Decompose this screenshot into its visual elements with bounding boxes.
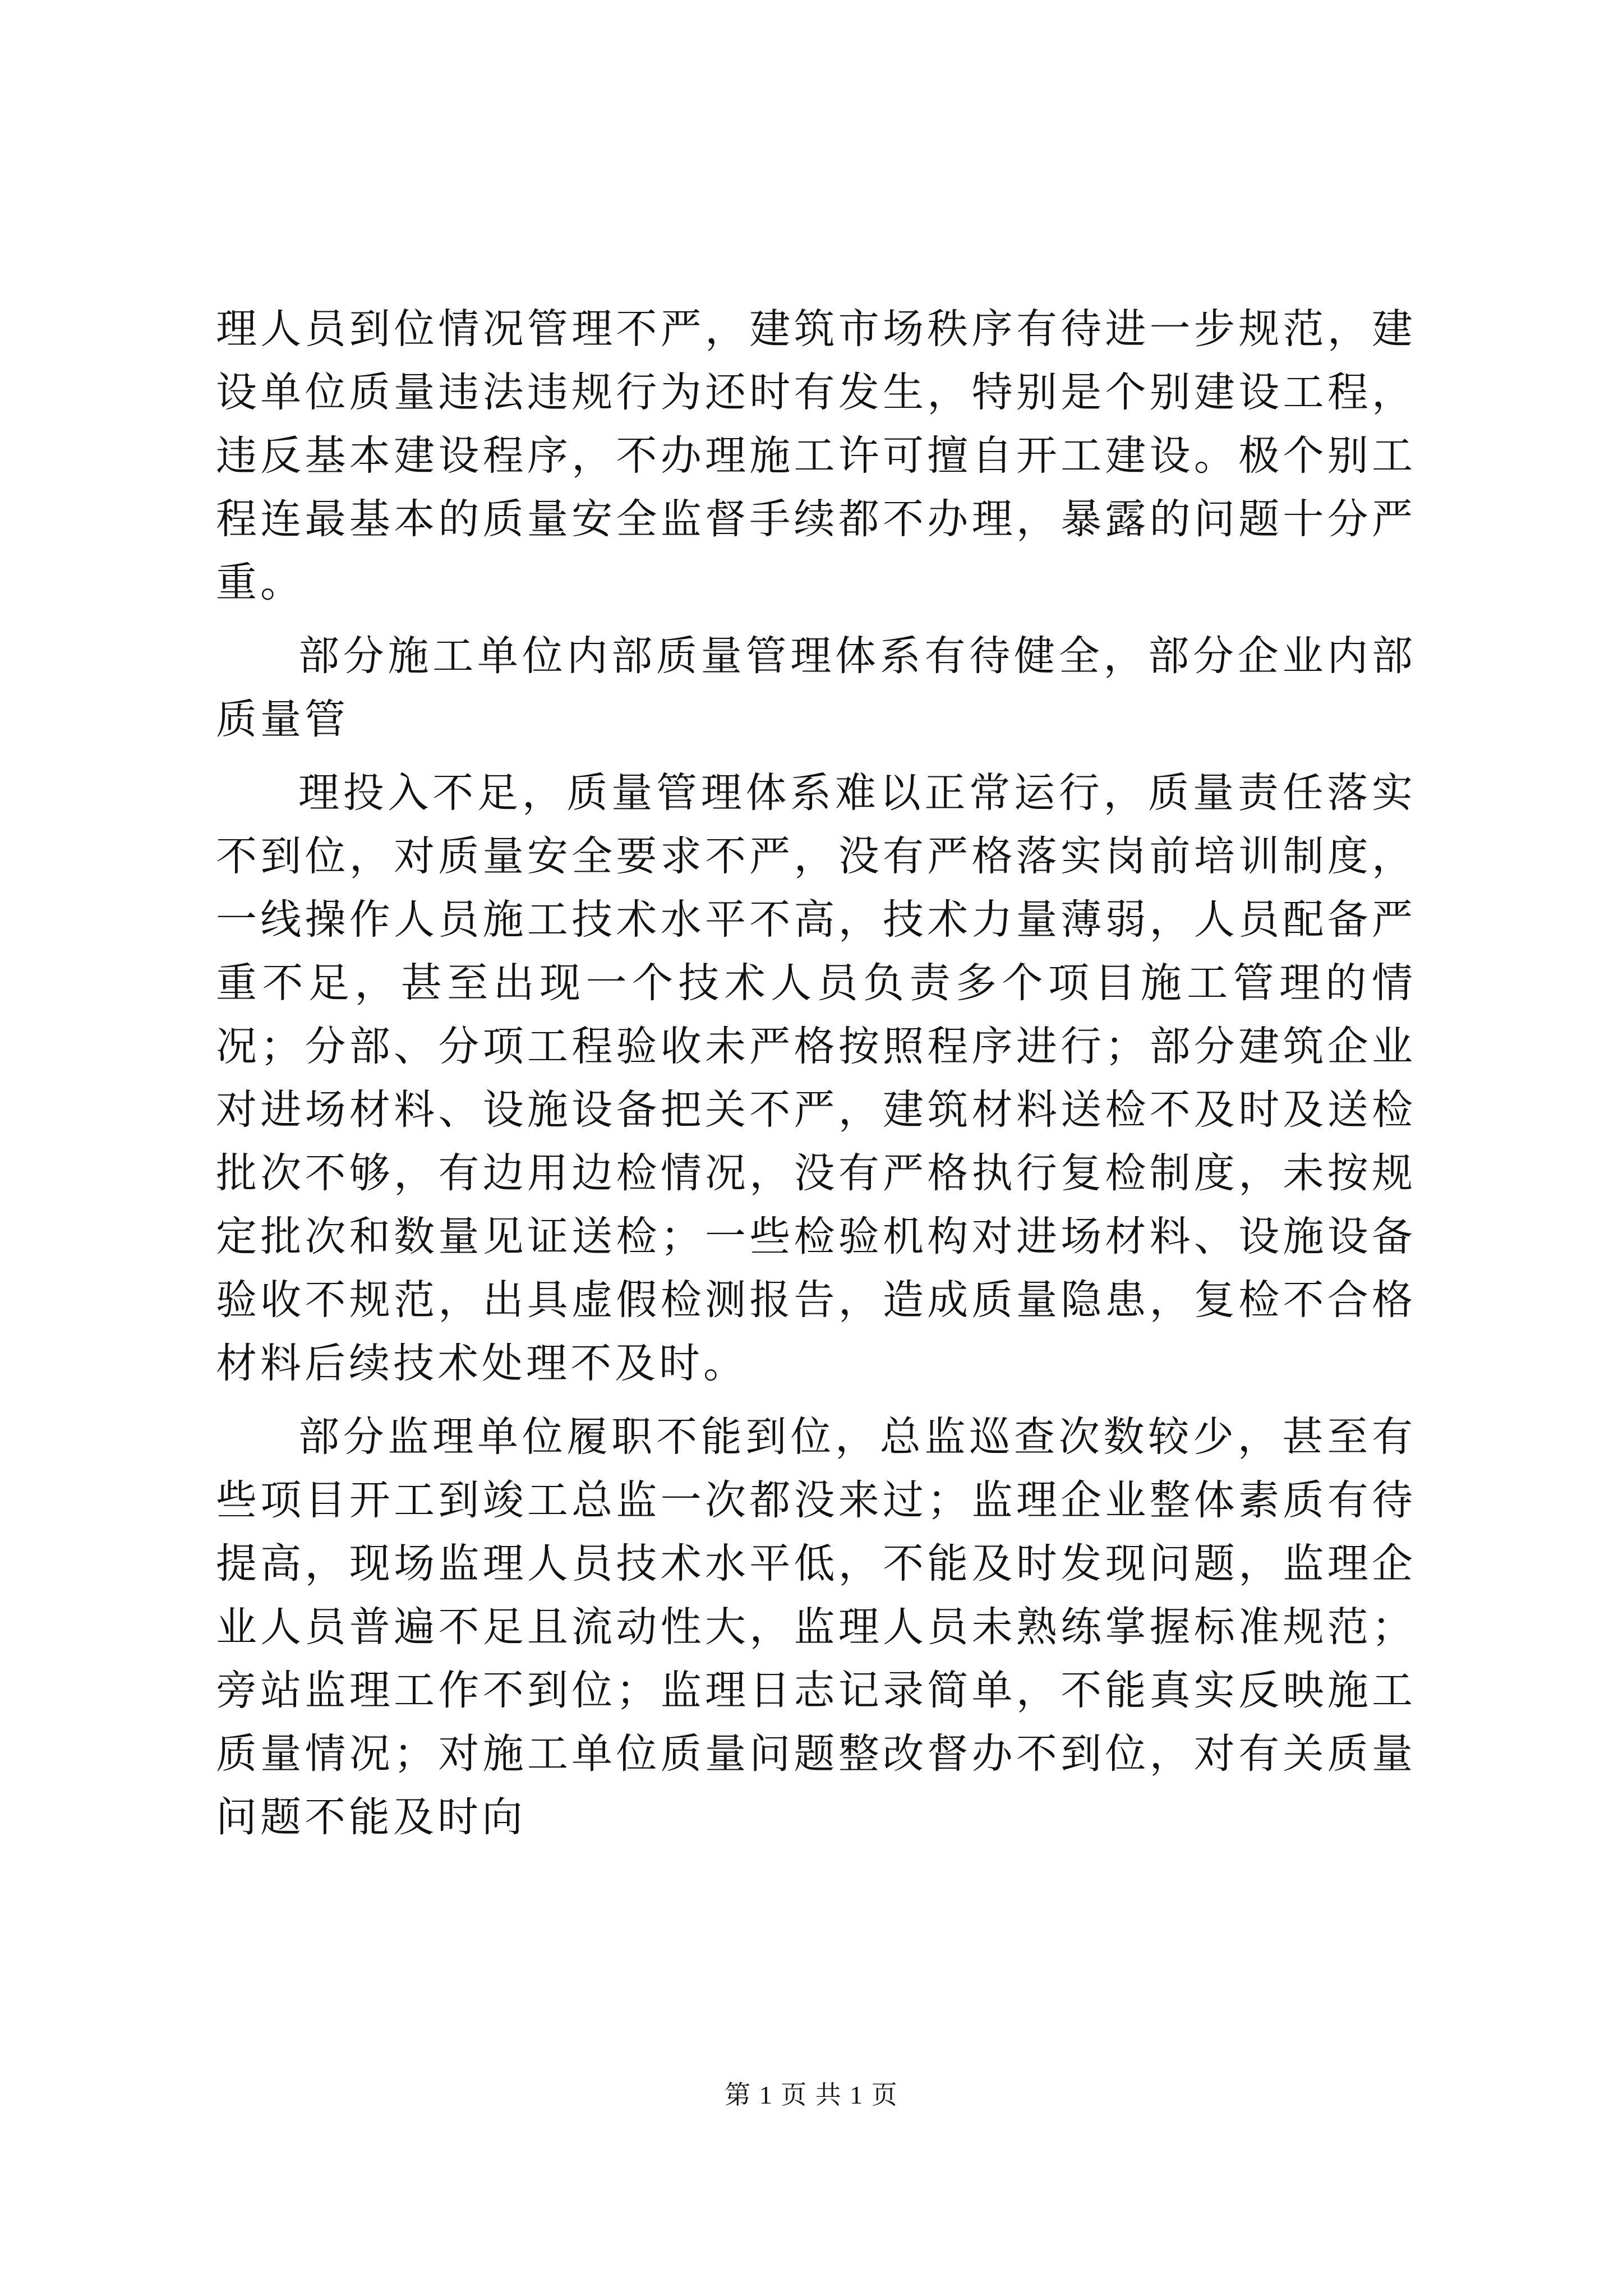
paragraph-1: 理人员到位情况管理不严，建筑市场秩序有待进一步规范，建设单位质量违法违规行为还时有发生，特别是个别建设工程，违反基本建设程序，不办理施工许可擅自开工建设。极个别工程连最基本的质量安全监督手续都不办理，暴露的问题十分严重。 [216,305,1416,606]
paragraph-2: 部分施工单位内部质量管理体系有待健全，部分企业内部质量管 [216,632,1416,743]
page-number-footer: 第 1 页 共 1 页 [725,2081,898,2109]
paragraph-4: 部分监理单位履职不能到位，总监巡查次数较少，甚至有些项目开工到竣工总监一次都没来过；监理企业整体素质有待提高，现场监理人员技术水平低，不能及时发现问题，监理企业人员普遍不足且流动性大，监理人员未熟练掌握标准规范；旁站监理工作不到位；监理日志记录简单，不能真实反映施工质量情况；对施工单位质量问题整改督办不到位，对有关质量问题不能及时向 [216,1413,1416,1841]
body-text [216,297,1416,1849]
paragraph-3: 理投入不足，质量管理体系难以正常运行，质量责任落实不到位，对质量安全要求不严，没有严格落实岗前培训制度，一线操作人员施工技术水平不高，技术力量薄弱，人员配备严重不足，甚至出现一个技术人员负责多个项目施工管理的情况；分部、分项工程验收未严格按照程序进行；部分建筑企业对进场材料、设施设备把关不严，建筑材料送检不及时及送检批次不够，有边用边检情况，没有严格执行复检制度，未按规定批次和数量见证送检；一些检验机构对进场材料、设施设备验收不规范，出具虚假检测报告，造成质量隐患，复检不合格材料后续技术处理不及时。 [216,769,1416,1387]
